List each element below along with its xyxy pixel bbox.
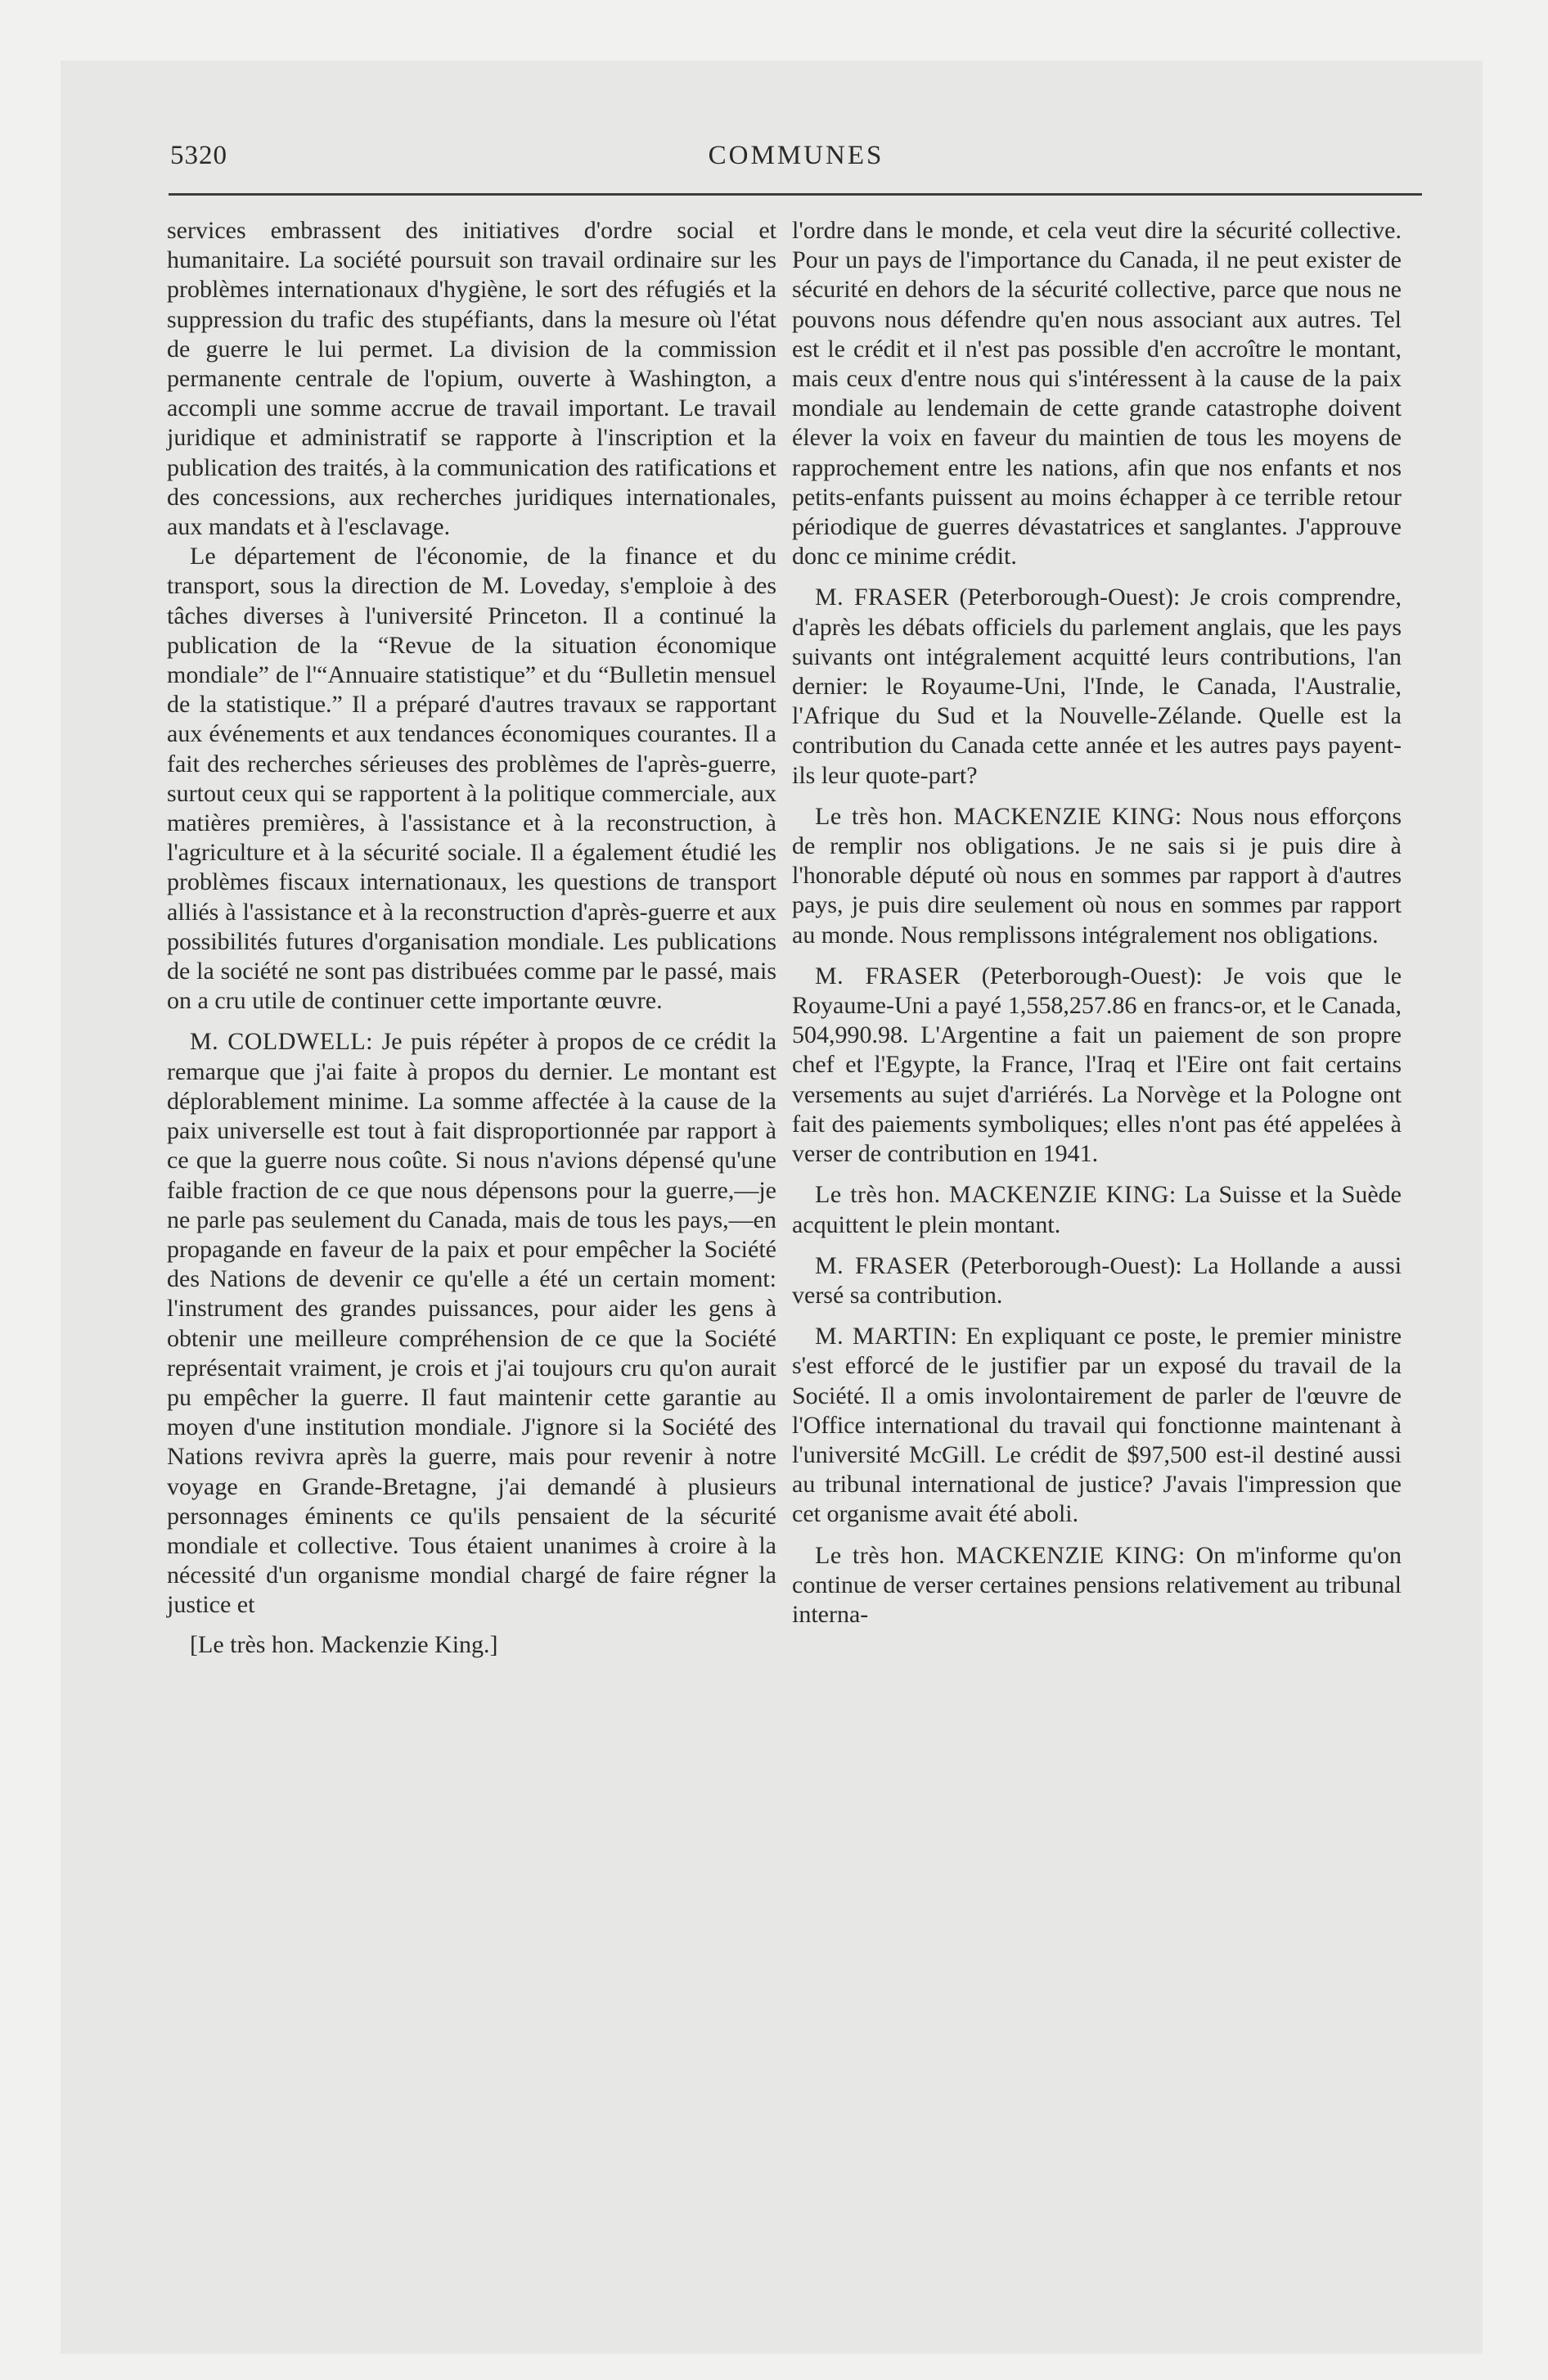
header-rule — [169, 193, 1422, 196]
speech — [792, 962, 1402, 1169]
speech-text: En expliquant ce poste, le premier ministre s'est efforcé de le justifier par un exposé du travail de la Société. Il a omis involontairement de parler de l'œuvre de l'Office international du travail qui fonctionne maintenant à l'université McGill. Le crédit de $97,500 est-il destiné aussi au tribunal international de justice? J'avais l'impression que cet organisme avait été aboli. — [792, 1323, 1402, 1528]
speaker-riding: (Peterborough-Ouest): — [959, 584, 1181, 611]
bracket-note: [Le très hon. Mackenzie King.] — [190, 1630, 498, 1658]
paragraph: l'ordre dans le monde, et cela veut dire la sécurité collective. Pour un pays de l'importance du Canada, il ne peut exister de sécurité en dehors de la sécurité collective, parce que nous ne pouvons nous défendre qu'en nous associant aux autres. Tel est le crédit et il n'est pas possible d'en accroître le montant, mais ceux d'entre nous qui s'intéressent à la cause de la paix mondiale au lendemain de cette grande catastrophe doivent élever la voix en faveur du maintien de tous les moyens de rapprochement entre les nations, afin que nos enfants et nos petits-enfants puissent au moins échapper à ce terrible retour périodique de guerres dévastatrices et sanglantes. J'approuve donc ce minime crédit. — [792, 217, 1402, 570]
speech — [167, 1027, 776, 1620]
speaker-name: Le très hon. MACKENZIE KING: — [815, 802, 1182, 830]
speaker-name: M. FRASER — [815, 1251, 951, 1279]
speech — [792, 802, 1402, 950]
speaker-name: M. COLDWELL: — [190, 1028, 374, 1056]
running-title: COMMUNES — [708, 141, 884, 170]
speech-text: Je puis répéter à propos de ce crédit la remarque que j'ai faite à propos du dernier. Le montant est déplorablement minime. La somme affectée à la cause de la paix universelle est tout à fait disproportionnée par rapport à ce que la guerre nous coûte. Si nous n'avions dépensé qu'une faible fraction de ce que nous dépensons pour la guerre,—je ne parle pas seulement du Canada, mais de tous les pays,—en propagande en faveur de la paix et pour empêcher la Société des Nations de devenir ce qu'elle a été un certain moment: l'instrument des grandes puissances, pour aider les gens à obtenir une meilleure compréhension de ce que la Société représentait vraiment, je crois et j'ai toujours cru qu'on aurait pu empêcher la guerre. Il faut maintenir cette garantie au moyen d'une institution mondiale. J'ignore si la Société des Nations revivra après la guerre, mais pour revenir à notre voyage en Grande-Bretagne, j'ai demandé à plusieurs personnages éminents ce qu'ils pensaient de la sécurité mondiale et collective. Tous étaient unanimes à croire à la nécessité d'un organisme mondial chargé de faire régner la justice et — [167, 1028, 777, 1619]
speaker-name: M. FRASER — [815, 584, 950, 611]
speech-text: Je crois comprendre, d'après les débats officiels du parlement anglais, que les pays suivants ont intégralement acquitté leurs contributions, l'an dernier: le Royaume-Uni, l'Inde, le Canada, l'Australie, l'Afrique du Sud et la Nouvelle-Zélande. Quelle est la contribution du Canada cette année et les autres pays payent-ils leur quote-part? — [792, 584, 1402, 789]
speaker-riding: (Peterborough-Ouest): — [981, 962, 1203, 989]
speech-text: Nous nous efforçons de remplir nos obligations. Je ne sais si je puis dire à l'honorable député où nous en sommes par rapport à d'autres pays, je puis dire seulement où nous en sommes par rapport au monde. Nous remplissons intégralement nos obligations. — [792, 802, 1402, 949]
speech — [792, 1251, 1402, 1310]
speaker-name: M. FRASER — [815, 962, 961, 989]
right-column — [792, 216, 1402, 1629]
speech — [792, 1541, 1402, 1630]
speech — [792, 1180, 1402, 1239]
speaker-name: M. MARTIN: — [815, 1323, 958, 1350]
speech-text: La Hollande a aussi versé sa contribution. — [792, 1251, 1402, 1309]
page-number: 5320 — [170, 141, 227, 170]
speech-text: Je vois que le Royaume-Uni a payé 1,558,257.86 en francs-or, et le Canada, 504,990.98. L'Argentine a fait un paiement de son propre chef et l'Egypte, la France, l'Iraq et l'Eire ont fait certains versements au sujet d'arriérés. La Norvège et la Pologne ont fait des paiements symboliques; elles n'ont pas été appelées à verser de contribution en 1941. — [792, 962, 1402, 1168]
speech-text: On m'informe qu'on continue de verser certaines pensions relativement au tribunal interna- — [792, 1541, 1402, 1628]
page-header — [170, 141, 1422, 182]
paragraph: Le département de l'économie, de la finance et du transport, sous la direction de M. Loveday, s'emploie à des tâches diverses à l'université Princeton. Il a continué la publication de la “Revue de la situation économique mondiale” de l'“Annuaire statistique” et du “Bulletin mensuel de la statistique.” Il a préparé d'autres travaux se rapportant aux événements et aux tendances économiques courantes. Il a fait des recherches sérieuses des problèmes de l'après-guerre, surtout ceux qui se rapportent à la politique commerciale, aux matières premières, à l'assistance et à la reconstruction, à l'agriculture et à la sécurité sociale. Il a également étudié les problèmes fiscaux internationaux, les questions de transport alliés à l'assistance et à la reconstruction d'après-guerre et aux possibilités futures d'organisation mondiale. Les publications de la société ne sont pas distribuées comme par le passé, mais on a cru utile de continuer cette importante œuvre. — [167, 543, 776, 1015]
speaker-name: Le très hon. MACKENZIE KING: — [815, 1181, 1177, 1209]
speech-text: La Suisse et la Suède acquittent le plein montant. — [792, 1181, 1402, 1238]
speaker-name: Le très hon. MACKENZIE KING: — [815, 1541, 1186, 1569]
speech — [792, 1322, 1402, 1529]
left-column — [167, 216, 776, 1660]
speaker-riding: (Peterborough-Ouest): — [961, 1251, 1182, 1279]
paragraph: services embrassent des initiatives d'ordre social et humanitaire. La société poursuit son travail ordinaire sur les problèmes internationaux d'hygiène, le sort des réfugiés et la suppression du trafic des stupéfiants, dans la mesure où l'état de guerre le lui permet. La division de la commission permanente centrale de l'opium, ouverte à Washington, a accompli une somme accrue de travail important. Le travail juridique et administratif se rapporte à l'inscription et la publication des traités, à la communication des ratifications et des concessions, aux recherches juridiques internationales, aux mandats et à l'esclavage. — [167, 217, 776, 541]
speech — [792, 583, 1402, 790]
